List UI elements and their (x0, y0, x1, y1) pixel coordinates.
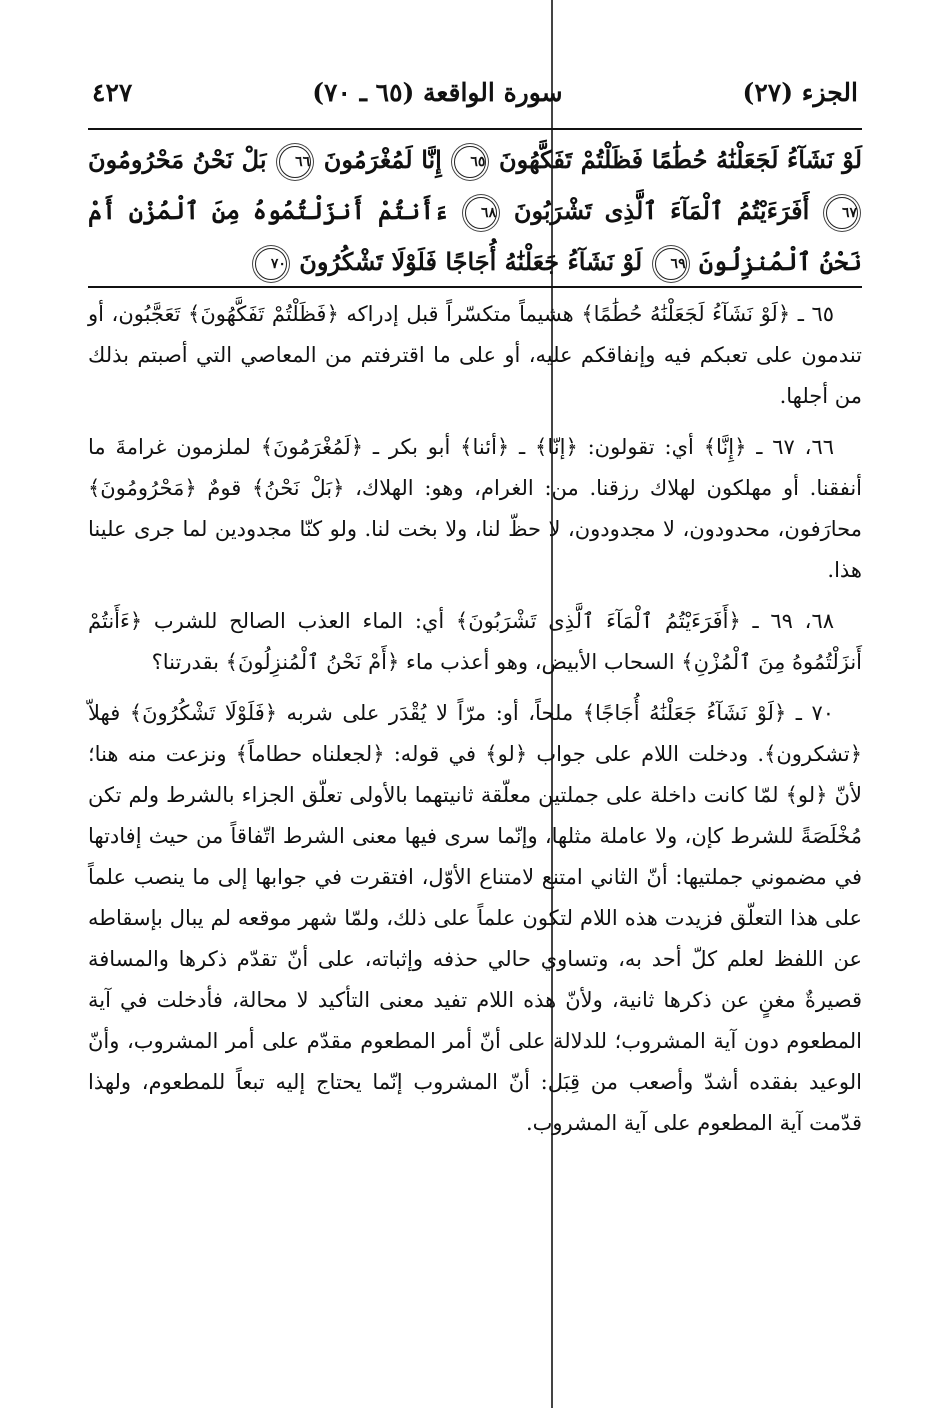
verse-70-text-start: لَوْ نَشَآءُ (567, 247, 643, 276)
verse-number-69: ٦٩ (655, 248, 687, 280)
commentary-paragraph-65: ٦٥ ـ ﴿لَوْ نَشَآءُ لَجَعَلْنَٰهُ حُطَٰمًا﴾ هشيماً متكسّراً قبل إدراكه ﴿فَظَلْتُمْ تَفَكَّهُونَ﴾ تَعَجَّبُون، أو تندمون على تعبكم فيه وإنفاقكم عليه، أو على ما اقترفتم من المعاصي التي أصبتم بذلك من أجلها. (88, 302, 862, 408)
verse-66-text: إِنَّا لَمُغْرَمُونَ (323, 145, 442, 174)
verse-number-68: ٦٨ (465, 197, 497, 229)
verse-70-text-end: جَعَلْنَٰهُ أُجَاجًا فَلَوْلَا تَشْكُرُونَ (299, 247, 560, 276)
surah-title: سورة الواقعة (٦٥ ـ ٧٠) (312, 78, 563, 107)
verse-67-text: بَلْ نَحْنُ مَحْرُومُونَ (88, 145, 267, 174)
book-page (88, 78, 862, 1154)
commentary-paragraph-66-67: ٦٦، ٦٧ ـ ﴿إِنَّا﴾ أي: تقولون: ﴿إنّا﴾ ـ ﴿أئنا﴾ أبو بكر ـ ﴿لَمُغْرَمُونَ﴾ لملزمون غرامةَ ما أنفقنا. أو مهلكون لهلاك رزقنا. من: الغرام، وهو: الهلاك، ﴿بَلْ نَحْنُ﴾ قومٌ ﴿مَحْرُومُونَ﴾ محارَفون، محدودون، لا مجدودون، لا حظّ لنا، ولا بخت لنا. ولو كنّا مجدودين لما جرى علينا هذا. (88, 435, 862, 582)
verse-68-text: أَفَرَءَيْتُمُ ٱلْمَآءَ ٱلَّذِى تَشْرَبُونَ (513, 196, 810, 225)
verse-number-70: ٧٠ (255, 248, 287, 280)
verse-69-text: ءَأَنتُمْ أَنزَلْتُمُوهُ مِنَ ٱلْمُزْنِ أَمْ نَحْنُ ٱلْمُنزِلُونَ (88, 196, 862, 276)
verse-number-67: ٦٧ (826, 197, 858, 229)
commentary-paragraph-70: ٧٠ ـ ﴿لَوْ نَشَآءُ جَعَلْنَٰهُ أُجَاجًا﴾ ملحاً، أو: مرّاً لا يُقْدَر على شربه ﴿فَلَوْلَا تَشْكُرُونَ﴾ فهلاّ ﴿تشكرون﴾. ودخلت اللام على جواب ﴿لو﴾ في قوله: ﴿لجعلناه حطاماً﴾ ونزعت منه هنا؛ لأنّ ﴿لو﴾ لمّا كانت داخلة على جملتين معلّقة ثانيتهما بالأولى تعلّق الجزاء بالشرط ولم تكن مُخْلَصَةً للشرط كإن، ولا عاملة مثلها، وإنّما سرى فيها معنى الشرط اتّفاقاً من حيث إفادتها في مضموني جملتيها: أنّ الثاني امتنع لامتناع الأوّل، افتقرت في جوابها إلى ما ينصب علماً على هذا التعلّق فزيدت هذه اللام لتكون علماً على ذلك، ولمّا شهر موقعه لم يبال بإسقاطه عن اللفظ لعلم كلّ أحد به، وتساوي حالي حذفه وإثباته، على أنّ تقدّم ذكرها والمسافة قصيرةٌ مغنٍ عن ذكرها ثانية، ولأنّ هذه اللام تفيد معنى التأكيد لا محالة، فأدخلت في آية المطعوم دون آية المشروب؛ للدلالة على أنّ أمر المطعوم مقدّم على أمر المشروب، وأنّ الوعيد بفقده أشدّ وأصعب من قِبَل: أنّ المشروب إنّما يحتاج إليه تبعاً للمطعوم، ولهذا قدّمت آية المطعوم على آية المشروب. (88, 701, 862, 1135)
verse-65-text: لَوْ نَشَآءُ لَجَعَلْنَٰهُ حُطَٰمًا فَظَلْتُمْ تَفَكَّهُونَ (499, 145, 863, 174)
commentary-body (88, 294, 862, 1144)
running-header (88, 78, 862, 128)
commentary-paragraph-68-69: ٦٨، ٦٩ ـ ﴿أَفَرَءَيْتُمُ ٱلْمَآءَ ٱلَّذِى تَشْرَبُونَ﴾ أي: الماء العذب الصالح للشرب ﴿ءَأَنتُمْ أَنزَلْتُمُوهُ مِنَ ٱلْمُزْنِ﴾ السحاب الأبيض، وهو أعذب ماء ﴿أَمْ نَحْنُ ٱلْمُنزِلُونَ﴾ بقدرتنا؟ (88, 609, 862, 674)
verse-number-65: ٦٥ (454, 146, 486, 178)
quran-verses-block (88, 130, 862, 286)
page-number: ٤٢٧ (92, 78, 133, 107)
part-label: الجزء (٢٧) (742, 78, 858, 107)
verse-number-66: ٦٦ (279, 146, 311, 178)
